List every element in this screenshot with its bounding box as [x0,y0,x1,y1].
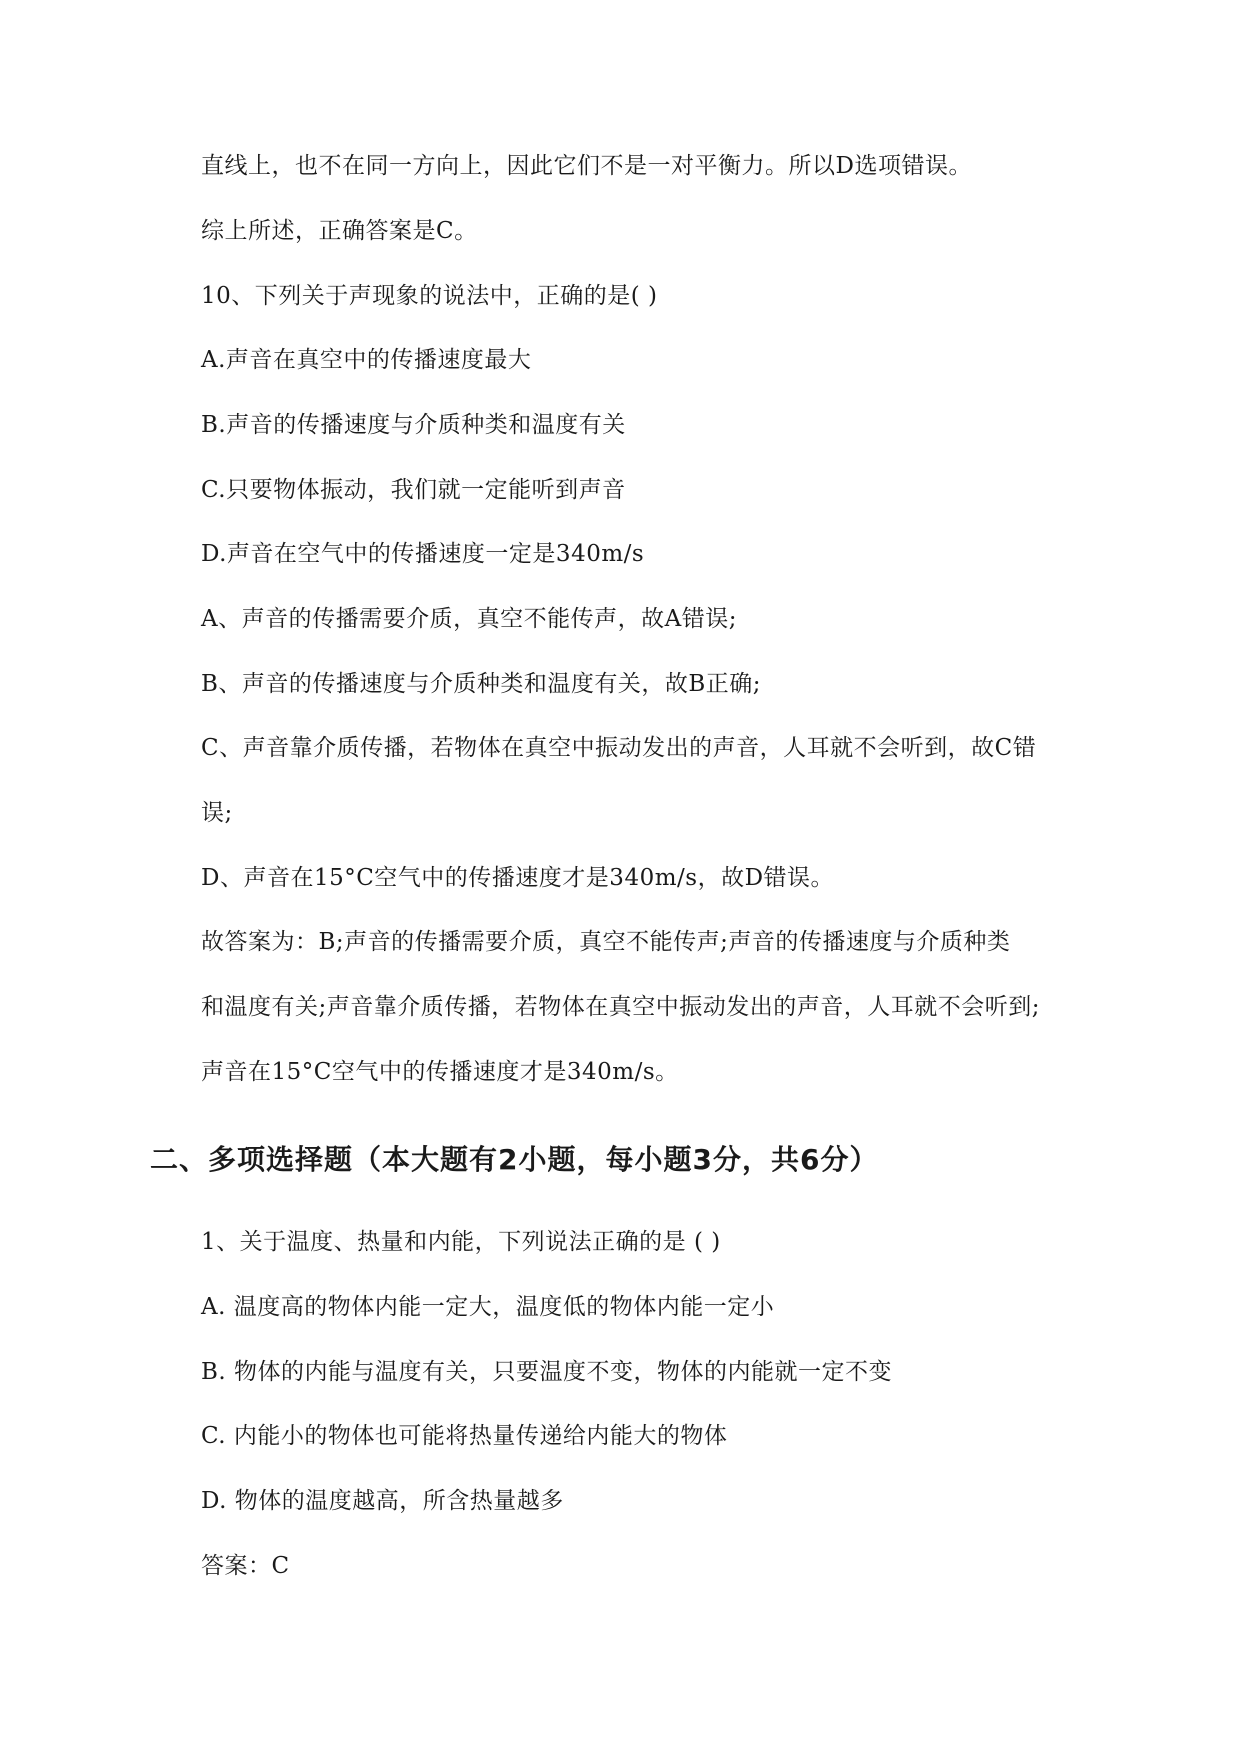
explanation-line: 误; [201,800,233,826]
option-c: C.只要物体振动，我们就一定能听到声音 [201,477,626,503]
option-d: D.声音在空气中的传播速度一定是340m/s [201,541,645,567]
explanation-line: D、声音在15°C空气中的传播速度才是340m/s，故D错误。 [201,865,835,891]
text-line: 直线上，也不在同一方向上，因此它们不是一对平衡力。所以D选项错误。 [201,153,972,179]
answer-summary-line: 和温度有关;声音靠介质传播，若物体在真空中振动发出的声音，人耳就不会听到; [201,994,1040,1020]
explanation-line: C、声音靠介质传播，若物体在真空中振动发出的声音，人耳就不会听到，故C错 [201,735,1037,761]
answer-summary-line: 声音在15°C空气中的传播速度才是340m/s。 [201,1059,679,1085]
text-line: 综上所述，正确答案是C。 [201,218,478,244]
section-heading: 二、多项选择题（本大题有2小题，每小题3分，共6分） [150,1143,879,1176]
explanation-line: B、声音的传播速度与介质种类和温度有关，故B正确; [201,671,762,697]
answer-summary-line: 故答案为：B;声音的传播需要介质，真空不能传声;声音的传播速度与介质种类 [201,929,1011,955]
option-b: B.声音的传播速度与介质种类和温度有关 [201,412,626,438]
question-stem: 10、下列关于声现象的说法中，正确的是( ) [201,283,658,309]
option-d: D. 物体的温度越高，所含热量越多 [201,1488,564,1514]
option-a: A.声音在真空中的传播速度最大 [201,347,532,373]
question-stem: 1、关于温度、热量和内能，下列说法正确的是 ( ) [201,1229,721,1255]
explanation-line: A、声音的传播需要介质，真空不能传声，故A错误; [201,606,737,632]
answer-line: 答案：C [201,1553,290,1579]
option-b: B. 物体的内能与温度有关，只要温度不变，物体的内能就一定不变 [201,1359,893,1385]
option-c: C. 内能小的物体也可能将热量传递给内能大的物体 [201,1423,728,1449]
option-a: A. 温度高的物体内能一定大，温度低的物体内能一定小 [201,1294,775,1320]
